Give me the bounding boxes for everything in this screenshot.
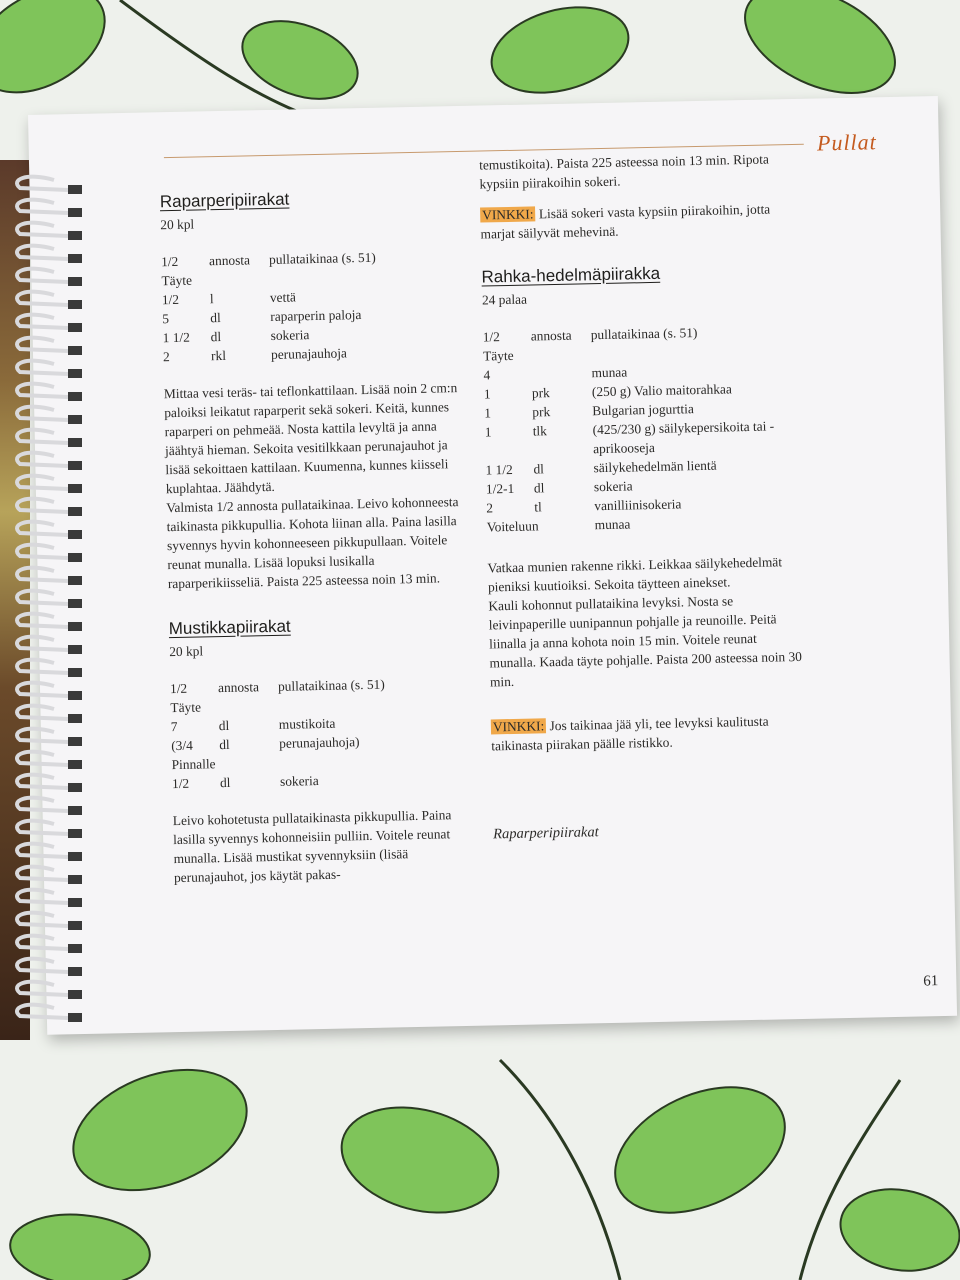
tip-label: VINKKI:: [482, 206, 534, 223]
spiral-coil: [17, 384, 68, 397]
spiral-coil: [17, 361, 68, 374]
page-number: 61: [923, 973, 939, 990]
binding-hole: [68, 875, 82, 884]
spiral-coil: [17, 430, 68, 443]
binding-hole: [68, 507, 82, 516]
book-page: [28, 96, 957, 1035]
tip-text: Lisää sokeri vasta kypsiin piirakoihin, jotta marjat säilyvät mehevinä.: [480, 201, 771, 242]
spiral-coil: [17, 959, 68, 972]
spiral-coil: [17, 913, 68, 926]
filling-label: Täyte: [482, 347, 514, 364]
method-continued: temustikoita). Paista 225 asteessa noin 13 min. Ripota kypsiin piirakoihin sokeri.: [478, 151, 769, 192]
tip-text: Jos taikinaa jää yli, tee levyksi kaulitusta taikinasta piirakan päälle ristikko.: [491, 713, 769, 754]
method-text: Mittaa vesi teräs- tai teflonkattilaan. Lisää noin 2 cm:n paloiksi leikatut raparperit sekä sokeri. Keitä, kunnes raparperi on pehmeää. Nosta kattila levyltä ja anna jäähtyä hieman. Sekoita vesitilkkaan perunajauhot ja lisää sekoittaen kattilaan. Kuumenna, kunnes kiisseli kuplahtaa. Jäähdytä.: [163, 380, 458, 497]
tip-box: [480, 199, 796, 244]
binding-hole: [68, 576, 82, 585]
recipe-rahka-hedelmapiirakka: [481, 261, 806, 755]
spiral-coil: [17, 660, 68, 673]
topping-label: Pinnalle: [171, 756, 216, 773]
spiral-coil: [17, 775, 68, 788]
spiral-coil: [17, 269, 68, 282]
spiral-coil: [17, 200, 68, 213]
ingredient-row: 1 tlk (425/230 g) säilykepersikoita tai -aprikooseja: [484, 418, 775, 457]
binding-hole: [68, 346, 82, 355]
recipe-title: Raparperipiirakat: [159, 189, 290, 212]
binding-hole: [68, 461, 82, 470]
recipe-yield: 24 palaa: [481, 291, 528, 308]
spiral-coil: [17, 545, 68, 558]
binding-hole: [68, 277, 82, 286]
binding-hole: [68, 852, 82, 861]
binding-hole: [68, 990, 82, 999]
binding-hole: [68, 484, 82, 493]
binding-hole: [68, 737, 82, 746]
spiral-coil: [17, 453, 68, 466]
ingredient-row: 4 munaa: [483, 364, 628, 383]
spiral-coil: [17, 821, 68, 834]
spiral-coil: [17, 476, 68, 489]
spiral-coil: [17, 637, 68, 650]
photo-caption: Raparperipiirakat: [493, 824, 599, 843]
spiral-coil: [17, 982, 68, 995]
ingredient-row: 1 1/2 dl sokeria: [162, 327, 310, 346]
binding-hole: [68, 714, 82, 723]
ingredient-row: 1/2 l vettä: [161, 289, 297, 308]
binding-hole: [68, 783, 82, 792]
binding-hole: [68, 898, 82, 907]
binding-hole: [68, 208, 82, 217]
spiral-coil: [17, 568, 68, 581]
spiral-coil: [17, 729, 68, 742]
method-text: Vatkaa munien rakenne rikki. Leikkaa säilykehedelmät pieniksi kuutioiksi. Sekoita täytteen ainekset.: [487, 554, 783, 595]
ingredient-row: 1/2 dl sokeria: [171, 773, 319, 792]
left-column: [159, 176, 474, 887]
ingredient-row: 1/2 annosta pullataikinaa (s. 51): [169, 676, 385, 697]
spiral-coil: [17, 292, 68, 305]
spiral-coil: [17, 890, 68, 903]
method-text: Kauli kohonnut pullataikina levyksi. Nosta se leivinpaperille uunipannun pohjalle ja reunoille. Peitä liinalla ja anna kohota noin 15 min. Voitele reunat munalla. Kaada täyte pohjalle. Paista 200 asteessa noin 30 min.: [488, 593, 803, 690]
recipe-raparperipiirakat: [160, 186, 468, 593]
ingredient-row: 1 prk Bulgarian jogurttia: [484, 401, 694, 421]
binding-hole: [68, 323, 82, 332]
spiral-coil: [17, 844, 68, 857]
right-column: [479, 149, 808, 844]
recipe-title: Rahka-hedelmäpiirakka: [481, 263, 661, 287]
binding-hole: [68, 691, 82, 700]
spiral-coil: [17, 407, 68, 420]
section-title: Pullat: [816, 129, 878, 156]
binding-hole: [68, 392, 82, 401]
tip-box: [491, 711, 807, 756]
binding-hole: [68, 438, 82, 447]
ingredient-row: 2 tl vanilliinisokeria: [486, 496, 682, 516]
spiral-coil: [17, 522, 68, 535]
spiral-coil: [17, 177, 68, 190]
binding-hole: [68, 415, 82, 424]
binding-hole: [68, 369, 82, 378]
spiral-coil: [17, 1005, 68, 1018]
binding-hole: [68, 1013, 82, 1022]
ingredient-row: 7 dl mustikoita: [170, 715, 336, 735]
ingredient-row: 1/2-1 dl sokeria: [485, 478, 633, 497]
binding-hole: [68, 760, 82, 769]
spiral-coil: [17, 936, 68, 949]
filling-label: Täyte: [161, 272, 193, 289]
spiral-binding: [6, 170, 86, 1030]
spiral-coil: [17, 867, 68, 880]
spiral-coil: [17, 591, 68, 604]
ingredient-row: 1 1/2 dl säilykehedelmän lientä: [485, 457, 717, 478]
binding-hole: [68, 185, 82, 194]
ingredient-row: Voiteluun munaa: [486, 516, 631, 535]
ingredient-row: (3/4 dl perunajauhoja): [171, 734, 360, 754]
spiral-coil: [17, 614, 68, 627]
spiral-coil: [17, 706, 68, 719]
binding-hole: [68, 829, 82, 838]
binding-hole: [68, 645, 82, 654]
recipe-title: Mustikkapiirakat: [168, 616, 291, 639]
recipe-mustikkapiirakat: [169, 613, 475, 887]
method-text: Valmista 1/2 annosta pullataikinaa. Leivo kohonneesta taikinasta pikkupullia. Kohota liinan alla. Paina lasilla syvennys hyvin kohonneeseen pikkupullaan. Voitele reunat munalla. Lisää lopuksi lusikalla raparperikiisseliä. Paista 225 asteessa noin 13 min.: [166, 494, 459, 592]
spiral-coil: [17, 223, 68, 236]
recipe-yield: 20 kpl: [169, 643, 204, 660]
ingredient-row: 1 prk (250 g) Valio maitorahkaa: [483, 381, 732, 402]
binding-hole: [68, 553, 82, 562]
binding-hole: [68, 300, 82, 309]
binding-hole: [68, 921, 82, 930]
binding-hole: [68, 254, 82, 263]
filling-label: Täyte: [170, 699, 202, 716]
ingredient-row: 1/2 annosta pullataikinaa (s. 51): [160, 249, 376, 270]
binding-hole: [68, 806, 82, 815]
spiral-coil: [17, 246, 68, 259]
binding-hole: [68, 944, 82, 953]
tip-label: VINKKI:: [492, 718, 545, 735]
spiral-coil: [17, 338, 68, 351]
method-text: Leivo kohotetusta pullataikinasta pikkupullia. Paina lasilla syvennys kohonneisiin pulliin. Voitele reunat munalla. Lisää mustikat syvennyksiin (lisää perunajauhot, jos käytät pakas-: [172, 807, 452, 886]
ingredient-row: 5 dl raparperin paloja: [162, 307, 362, 327]
ingredient-row: 1/2 annosta pullataikinaa (s. 51): [482, 325, 698, 345]
binding-hole: [68, 622, 82, 631]
spiral-coil: [17, 683, 68, 696]
binding-hole: [68, 231, 82, 240]
spiral-coil: [17, 798, 68, 811]
binding-hole: [68, 530, 82, 539]
binding-hole: [68, 967, 82, 976]
binding-hole: [68, 599, 82, 608]
binding-hole: [68, 668, 82, 677]
spiral-coil: [17, 315, 68, 328]
spiral-coil: [17, 752, 68, 765]
recipe-yield: 20 kpl: [160, 216, 195, 233]
ingredient-row: 2 rkl perunajauhoja: [162, 345, 348, 365]
spiral-coil: [17, 499, 68, 512]
